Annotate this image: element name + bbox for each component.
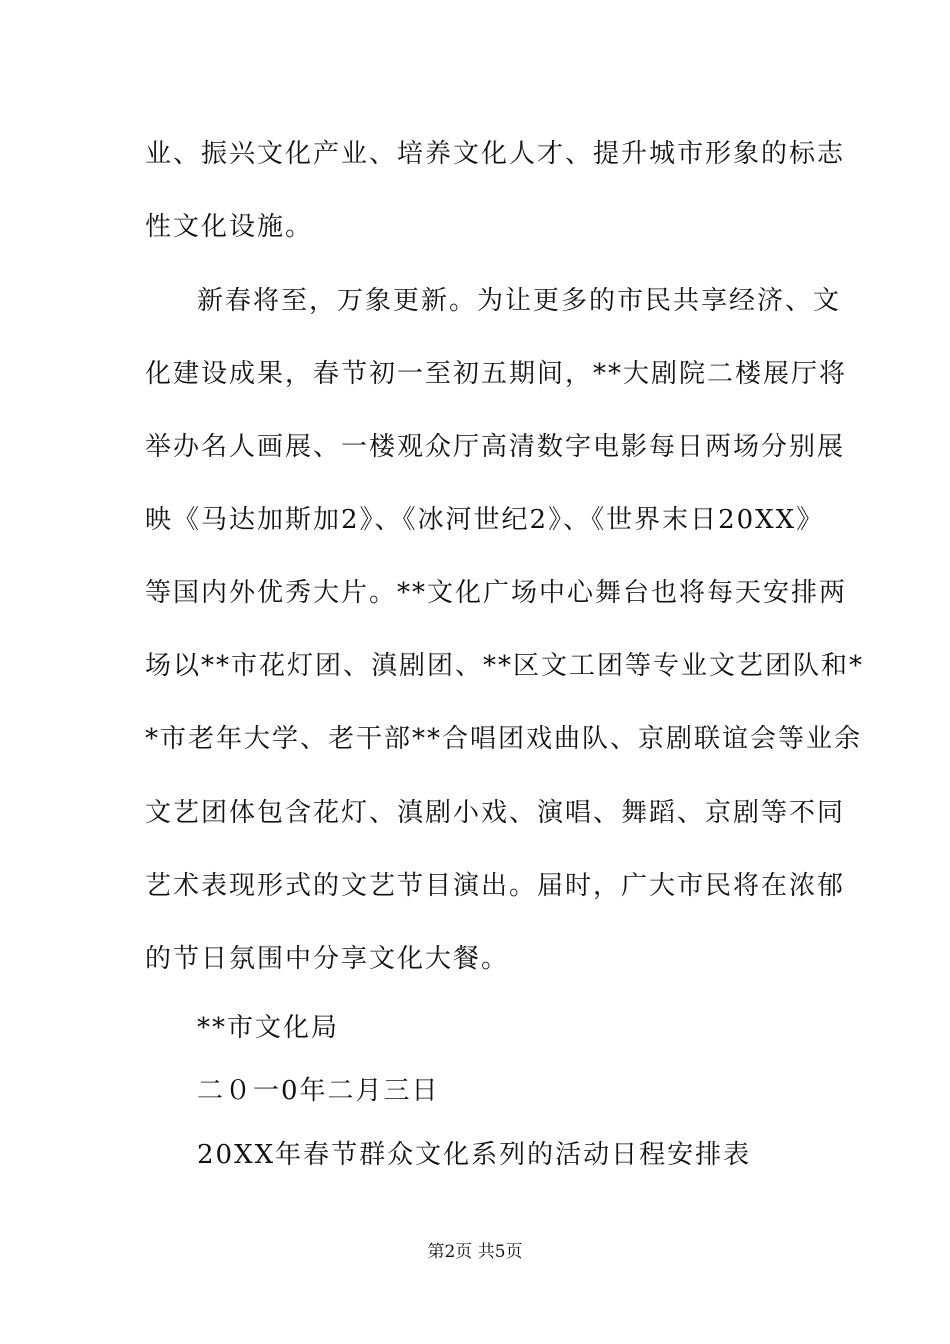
paragraph-line: 举办名人画展、一楼观众厅高清数字电影每日两场分别展 — [145, 432, 846, 462]
paragraph-line: 新春将至，万象更新。为让更多的市民共享经济、文 — [197, 286, 842, 316]
paragraph-line: 艺术表现形式的文艺节目演出。届时，广大市民将在浓郁 — [145, 871, 846, 901]
paragraph-line: 文艺团体包含花灯、滇剧小戏、演唱、舞蹈、京剧等不同 — [145, 798, 846, 828]
paragraph-line: 等国内外优秀大片。**文化广场中心舞台也将每天安排两 — [145, 578, 848, 608]
section-title: 20XX年春节群众文化系列的活动日程安排表 — [197, 1140, 752, 1170]
paragraph-line: *市老年大学、老干部**合唱团戏曲队、京剧联谊会等业余 — [145, 724, 863, 754]
date: 二０一0年二月三日 — [197, 1076, 440, 1106]
page-footer: 第2页 共5页 — [427, 1242, 523, 1262]
paragraph-line: 的节日氛围中分享文化大餐。 — [145, 944, 510, 974]
paragraph-line: 场以**市花灯团、滇剧团、**区文工团等专业文艺团队和* — [145, 651, 865, 681]
signature: **市文化局 — [197, 1013, 340, 1043]
paragraph-line: 化建设成果，春节初一至初五期间，**大剧院二楼展厅将 — [145, 359, 848, 389]
paragraph-line: 性文化设施。 — [145, 212, 314, 242]
paragraph-line: 映《马达加斯加2》、《冰河世纪2》、《世界末日20XX》 — [145, 505, 825, 535]
paragraph-line: 业、振兴文化产业、培养文化人才、提升城市形象的标志 — [145, 139, 846, 169]
